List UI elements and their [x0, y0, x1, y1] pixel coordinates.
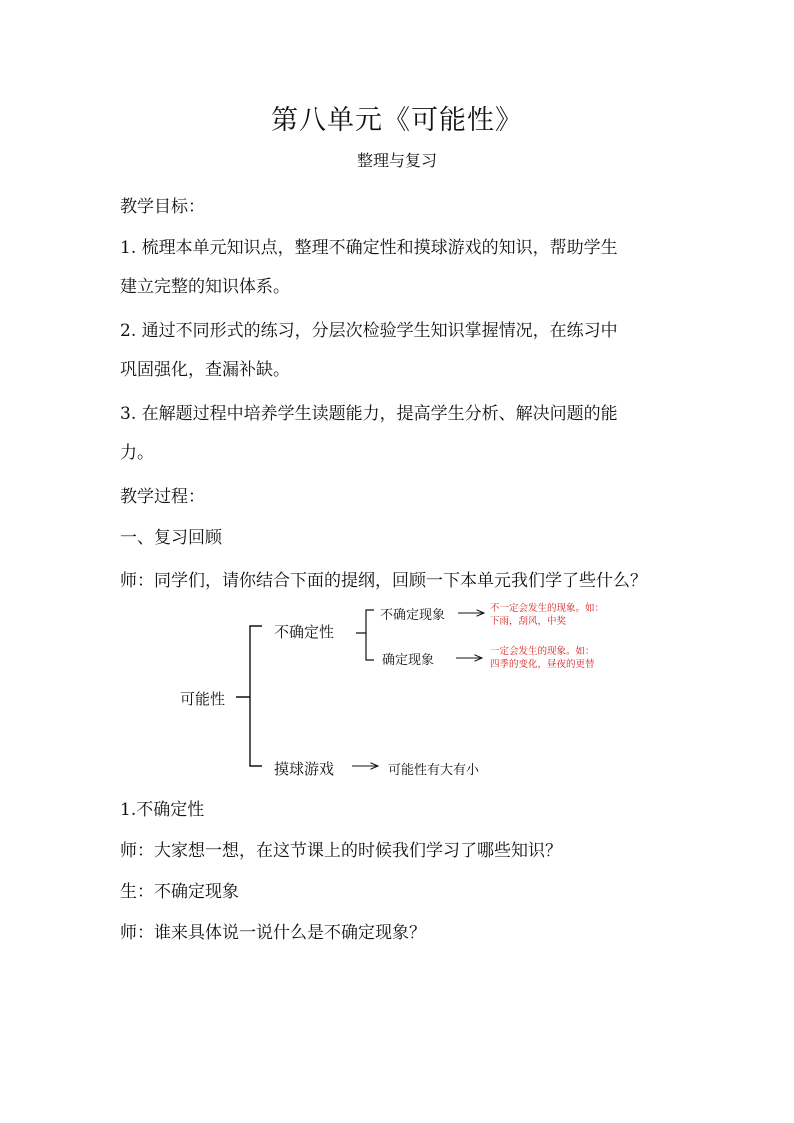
certain-note-line-1: 一定会发生的现象。如：	[490, 646, 595, 657]
objectives-heading: 教学目标：	[120, 197, 205, 217]
page-subtitle: 整理与复习	[356, 151, 437, 170]
certain-note-line-2: 四季的变化，昼夜的更替	[490, 659, 595, 670]
node-uncertain-phenomenon: 不确定现象	[380, 608, 446, 623]
dialogue-line-2: 生：不确定现象	[120, 882, 239, 902]
node-certain-phenomenon: 确定现象	[382, 653, 435, 668]
dialogue-line-3: 师：谁来具体说一说什么是不确定现象？	[120, 923, 426, 943]
subheading-uncertainty: 1.不确定性	[120, 800, 205, 820]
objective-3-line-1: 3. 在解题过程中培养学生读题能力，提高学生分析、解决问题的能	[120, 404, 618, 424]
teacher-prompt: 师：同学们，请你结合下面的提纲，回顾一下本单元我们学了些什么？	[120, 571, 647, 591]
uncertainty-brace	[356, 610, 374, 660]
dialogue-line-1: 师：大家想一想，在这节课上的时候我们学习了哪些知识？	[120, 841, 562, 861]
objective-1-line-1: 1. 梳理本单元知识点，整理不确定性和摸球游戏的知识，帮助学生	[120, 238, 618, 258]
objective-3-line-2: 力。	[120, 443, 154, 463]
objective-2-line-1: 2. 通过不同形式的练习，分层次检验学生知识掌握情况，在练习中	[120, 321, 618, 341]
node-ball-game: 摸球游戏	[274, 760, 335, 778]
page-title: 第八单元《可能性》	[271, 105, 523, 136]
uncertain-note-line-2: 下雨，刮风，中奖	[490, 616, 567, 627]
root-brace	[236, 626, 262, 766]
node-root: 可能性	[180, 690, 226, 708]
process-heading: 教学过程：	[120, 487, 205, 507]
uncertain-note-line-1: 不一定会发生的现象。如：	[490, 603, 605, 614]
section-review-heading: 一、复习回顾	[120, 528, 222, 548]
objective-2-line-2: 巩固强化，查漏补缺。	[120, 360, 290, 380]
node-possibility-size: 可能性有大有小	[388, 763, 480, 778]
node-uncertainty: 不确定性	[274, 623, 335, 641]
objective-1-line-2: 建立完整的知识体系。	[120, 277, 290, 297]
